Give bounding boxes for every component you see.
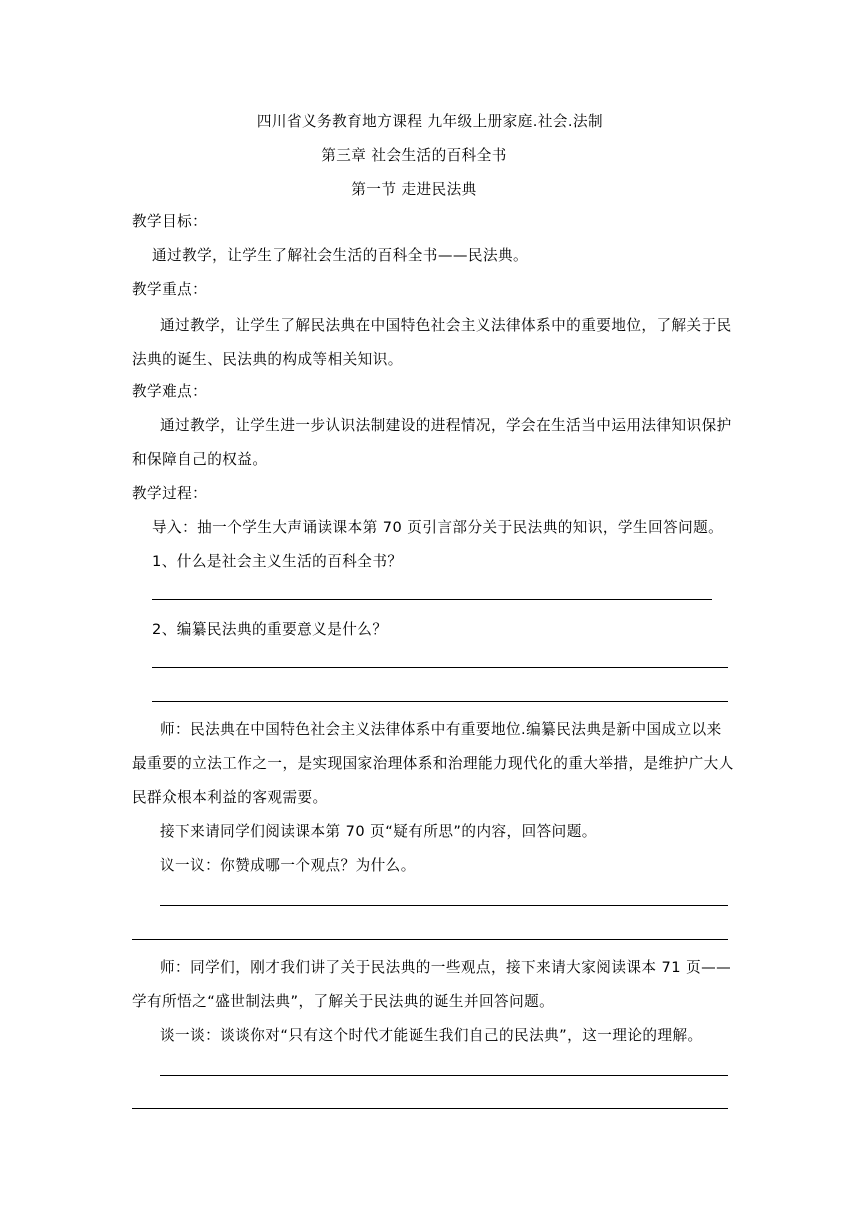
answer-line bbox=[132, 939, 728, 940]
teacher-remark-2-line-2: 学有所悟之“盛世制法典”，了解关于民法典的诞生并回答问题。 bbox=[132, 993, 555, 1010]
teacher-remark-2-line-1: 师：同学们，刚才我们讲了关于民法典的一些观点，接下来请大家阅读课本 71 页—— bbox=[160, 959, 732, 976]
goals-text: 通过教学，让学生了解社会生活的百科全书——民法典。 bbox=[152, 247, 529, 264]
difficulties-line-1: 通过教学，让学生进一步认识法制建设的进程情况，学会在生活当中运用法律知识保护 bbox=[160, 417, 732, 434]
answer-line bbox=[152, 599, 712, 600]
reading-prompt: 接下来请同学们阅读课本第 70 页“疑有所思”的内容，回答问题。 bbox=[160, 823, 597, 840]
question-1: 1、什么是社会主义生活的百科全书？ bbox=[152, 553, 403, 570]
difficulties-label: 教学难点： bbox=[132, 383, 208, 400]
section-title: 第一节 走进民法典 bbox=[351, 181, 477, 198]
discuss-prompt: 议一议：你赞成哪一个观点？为什么。 bbox=[160, 857, 416, 874]
key-points-line-1: 通过教学，让学生了解民法典在中国特色社会主义法律体系中的重要地位，了解关于民 bbox=[160, 317, 732, 334]
answer-line bbox=[152, 701, 728, 702]
teacher-remark-1-line-2: 最重要的立法工作之一，是实现国家治理体系和治理能力现代化的重大举措，是维护广大人 bbox=[132, 755, 734, 772]
talk-prompt: 谈一谈：谈谈你对“只有这个时代才能诞生我们自己的民法典”，这一理论的理解。 bbox=[160, 1027, 703, 1044]
intro-text: 导入：抽一个学生大声诵读课本第 70 页引言部分关于民法典的知识，学生回答问题。 bbox=[152, 519, 724, 536]
key-points-label: 教学重点： bbox=[132, 281, 208, 298]
chapter-title: 第三章 社会生活的百科全书 bbox=[321, 147, 507, 164]
answer-line bbox=[152, 667, 728, 668]
goals-label: 教学目标： bbox=[132, 213, 208, 230]
answer-line bbox=[160, 905, 728, 906]
question-2: 2、编纂民法典的重要意义是什么？ bbox=[152, 621, 388, 638]
teacher-remark-1-line-1: 师：民法典在中国特色社会主义法律体系中有重要地位.编纂民法典是新中国成立以来 bbox=[160, 721, 722, 738]
course-title: 四川省义务教育地方课程 九年级上册家庭.社会.法制 bbox=[256, 113, 604, 130]
key-points-line-2: 法典的诞生、民法典的构成等相关知识。 bbox=[132, 351, 403, 368]
answer-line bbox=[160, 1075, 728, 1076]
teacher-remark-1-line-3: 民群众根本利益的客观需要。 bbox=[132, 789, 328, 806]
process-label: 教学过程： bbox=[132, 485, 208, 502]
difficulties-line-2: 和保障自己的权益。 bbox=[132, 451, 268, 468]
answer-line bbox=[132, 1108, 728, 1109]
